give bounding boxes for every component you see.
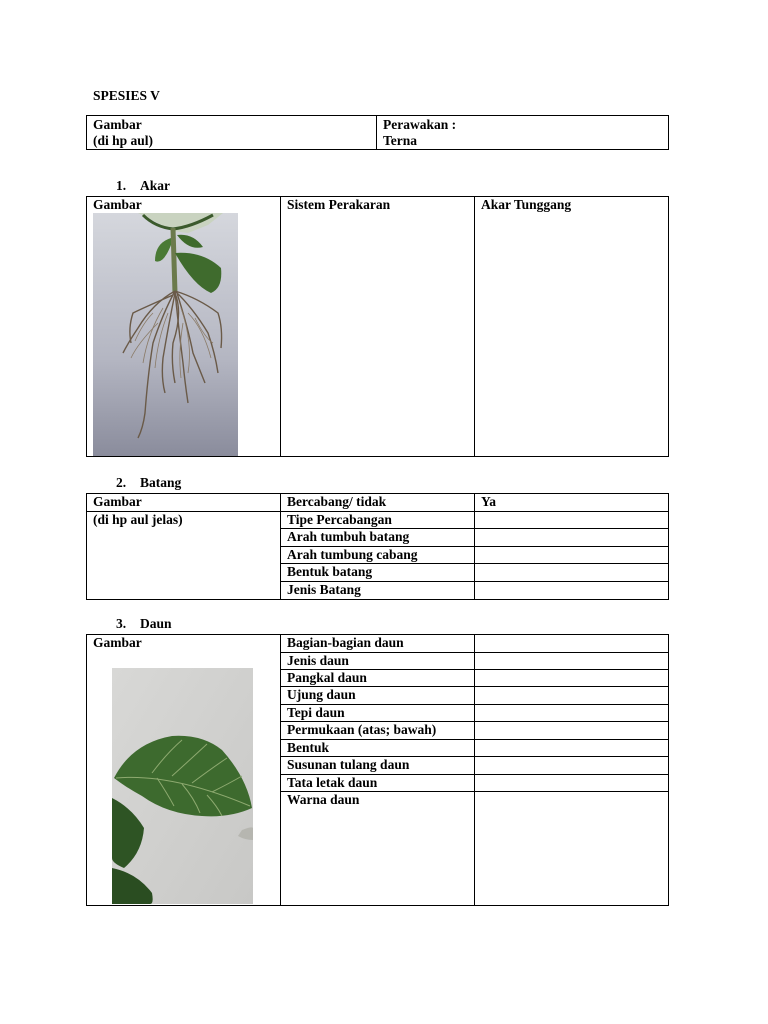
daun-row-label: Bagian-bagian daun xyxy=(281,635,475,653)
section-akar-number: 1. xyxy=(116,178,127,193)
akar-sistem-label: Sistem Perakaran xyxy=(287,197,391,212)
batang-row-label: Arah tumbung cabang xyxy=(281,547,475,564)
daun-row-label: Bentuk xyxy=(281,740,475,757)
daun-row-label: Jenis daun xyxy=(281,653,475,670)
batang-row-value xyxy=(475,512,669,529)
header-perawakan-label: Perawakan : xyxy=(383,117,457,132)
akar-tipe-value: Akar Tunggang xyxy=(481,197,572,212)
batang-row-label: Jenis Batang xyxy=(281,582,475,600)
header-perawakan-cell xyxy=(377,116,669,150)
akar-sistem-cell xyxy=(281,197,475,457)
header-gambar-label: Gambar xyxy=(93,117,142,132)
daun-row-value xyxy=(475,705,669,722)
daun-row-value xyxy=(475,775,669,792)
section-daun-number: 3. xyxy=(116,616,127,631)
header-gambar-note: (di hp aul) xyxy=(93,133,154,148)
batang-row-value xyxy=(475,529,669,547)
daun-row-label: Permukaan (atas; bawah) xyxy=(281,722,475,740)
daun-row-value xyxy=(475,740,669,757)
batang-row-value xyxy=(475,564,669,582)
daun-row-value xyxy=(475,670,669,687)
daun-row-label: Tepi daun xyxy=(281,705,475,722)
daun-row-value xyxy=(475,722,669,740)
batang-gambar-cell xyxy=(87,494,281,512)
daun-row-label: Pangkal daun xyxy=(281,670,475,687)
batang-row-label: Tipe Percabangan xyxy=(281,512,475,529)
batang-table xyxy=(86,493,669,600)
section-akar-heading: Akar xyxy=(140,178,170,193)
section-batang-heading: Batang xyxy=(140,475,182,490)
batang-gambar-note-cell xyxy=(87,512,281,600)
daun-row-label: Ujung daun xyxy=(281,687,475,705)
batang-row-label: Bercabang/ tidak xyxy=(281,494,475,512)
header-gambar-cell xyxy=(87,116,377,150)
daun-row-label: Susunan tulang daun xyxy=(281,757,475,775)
daun-row-value xyxy=(475,757,669,775)
batang-gambar-label: Gambar xyxy=(93,494,142,509)
akar-gambar-label: Gambar xyxy=(93,197,142,212)
section-batang-number: 2. xyxy=(116,475,127,490)
leaf-photo xyxy=(112,668,253,904)
header-table xyxy=(86,115,669,150)
batang-row-value xyxy=(475,547,669,564)
section-daun-heading: Daun xyxy=(140,616,172,631)
daun-gambar-label: Gambar xyxy=(93,635,142,650)
daun-row-value xyxy=(475,687,669,705)
batang-row-value xyxy=(475,582,669,600)
batang-row-value: Ya xyxy=(475,494,669,512)
batang-row-label: Arah tumbuh batang xyxy=(281,529,475,547)
daun-row-label: Warna daun xyxy=(281,792,475,906)
batang-gambar-note: (di hp aul jelas) xyxy=(93,512,183,527)
daun-row-value xyxy=(475,653,669,670)
page-title: SPESIES V xyxy=(93,88,160,103)
daun-row-value xyxy=(475,792,669,906)
batang-row-label: Bentuk batang xyxy=(281,564,475,582)
root-photo xyxy=(93,213,238,456)
akar-tipe-cell xyxy=(475,197,669,457)
header-perawakan-value: Terna xyxy=(383,133,418,148)
daun-row-value xyxy=(475,635,669,653)
daun-row-label: Tata letak daun xyxy=(281,775,475,792)
